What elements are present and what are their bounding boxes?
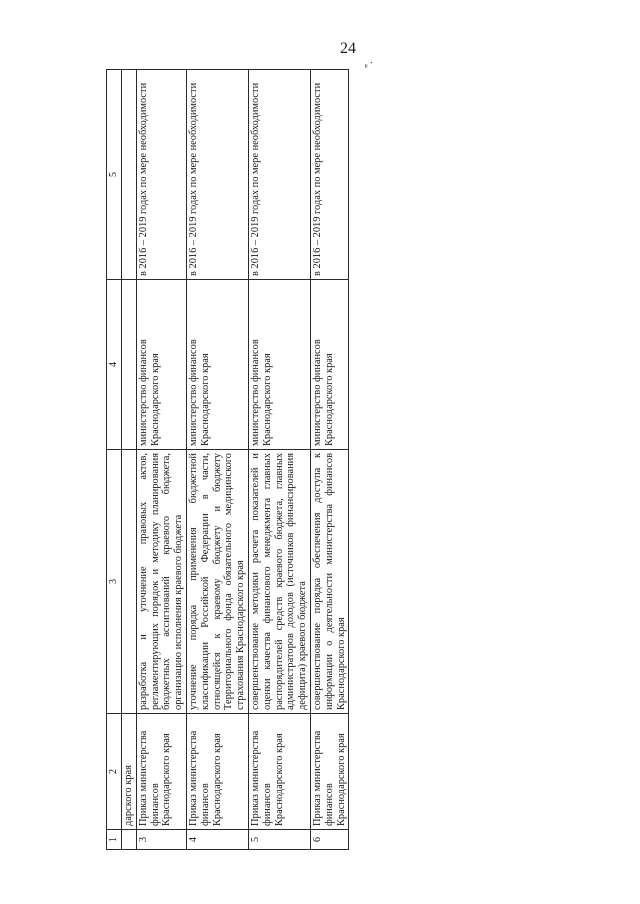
row-deadline: в 2016 – 2019 годах по мере необходимости <box>186 70 248 280</box>
column-number-5: 5 <box>107 70 122 280</box>
continuation-text: дарского края <box>122 714 137 830</box>
table-row <box>186 70 248 850</box>
page-number: 24 <box>340 40 356 57</box>
row-executor: министерство финансов Краснодарского края <box>248 280 310 450</box>
row-document: Приказ министерства финансов Краснодарского края <box>186 714 248 830</box>
row-measure: совершенствование порядка обеспечения доступа к информации о деятельности министерства финансов Краснодарского края <box>310 450 348 714</box>
continuation-row <box>122 70 137 850</box>
table-cell <box>122 70 137 280</box>
column-number-2: 2 <box>107 714 122 830</box>
rotated-table-container <box>106 70 374 850</box>
row-measure: совершенствование методики расчета показателей и оценки качества финансового менеджмента главных распорядителей средств краевого бюджета, главных администраторов доходов (источников финансирования дефицита) краевого бюджета <box>248 450 310 714</box>
table-cell <box>122 450 137 714</box>
table-cell <box>122 280 137 450</box>
row-deadline: в 2016 – 2019 годах по мере необходимости <box>310 70 348 280</box>
row-deadline: в 2016 – 2019 годах по мере необходимости <box>136 70 186 280</box>
closing-quote-mark: ". <box>364 61 375 68</box>
row-number: 5 <box>248 830 310 850</box>
table-header-row <box>107 70 122 850</box>
column-number-1: 1 <box>107 830 122 850</box>
table-row <box>248 70 310 850</box>
table-cell <box>122 830 137 850</box>
column-number-3: 3 <box>107 450 122 714</box>
row-document: Приказ министерства финансов Краснодарского края <box>310 714 348 830</box>
row-executor: министерство финансов Краснодарского края <box>136 280 186 450</box>
row-number: 3 <box>136 830 186 850</box>
measures-table <box>106 69 349 850</box>
row-executor: министерство финансов Краснодарского края <box>310 280 348 450</box>
row-deadline: в 2016 – 2019 годах по мере необходимости <box>248 70 310 280</box>
row-executor: министерство финансов Краснодарского края <box>186 280 248 450</box>
row-document: Приказ министерства финансов Краснодарского края <box>136 714 186 830</box>
row-measure: разработка и уточнение правовых актов, регламентирующих порядок и методику планирования бюджетных ассигнований краевого бюджета, организацию исполнения краевого бюджета <box>136 450 186 714</box>
row-document: Приказ министерства финансов Краснодарского края <box>248 714 310 830</box>
table-row <box>136 70 186 850</box>
row-number: 6 <box>310 830 348 850</box>
column-number-4: 4 <box>107 280 122 450</box>
table-row <box>310 70 348 850</box>
row-number: 4 <box>186 830 248 850</box>
row-measure: уточнение порядка применения бюджетной классификации Российской Федерации в части, относящейся к краевому бюджету и бюджету Территориального фонда обязательного медицинского страхования Краснодарского края <box>186 450 248 714</box>
